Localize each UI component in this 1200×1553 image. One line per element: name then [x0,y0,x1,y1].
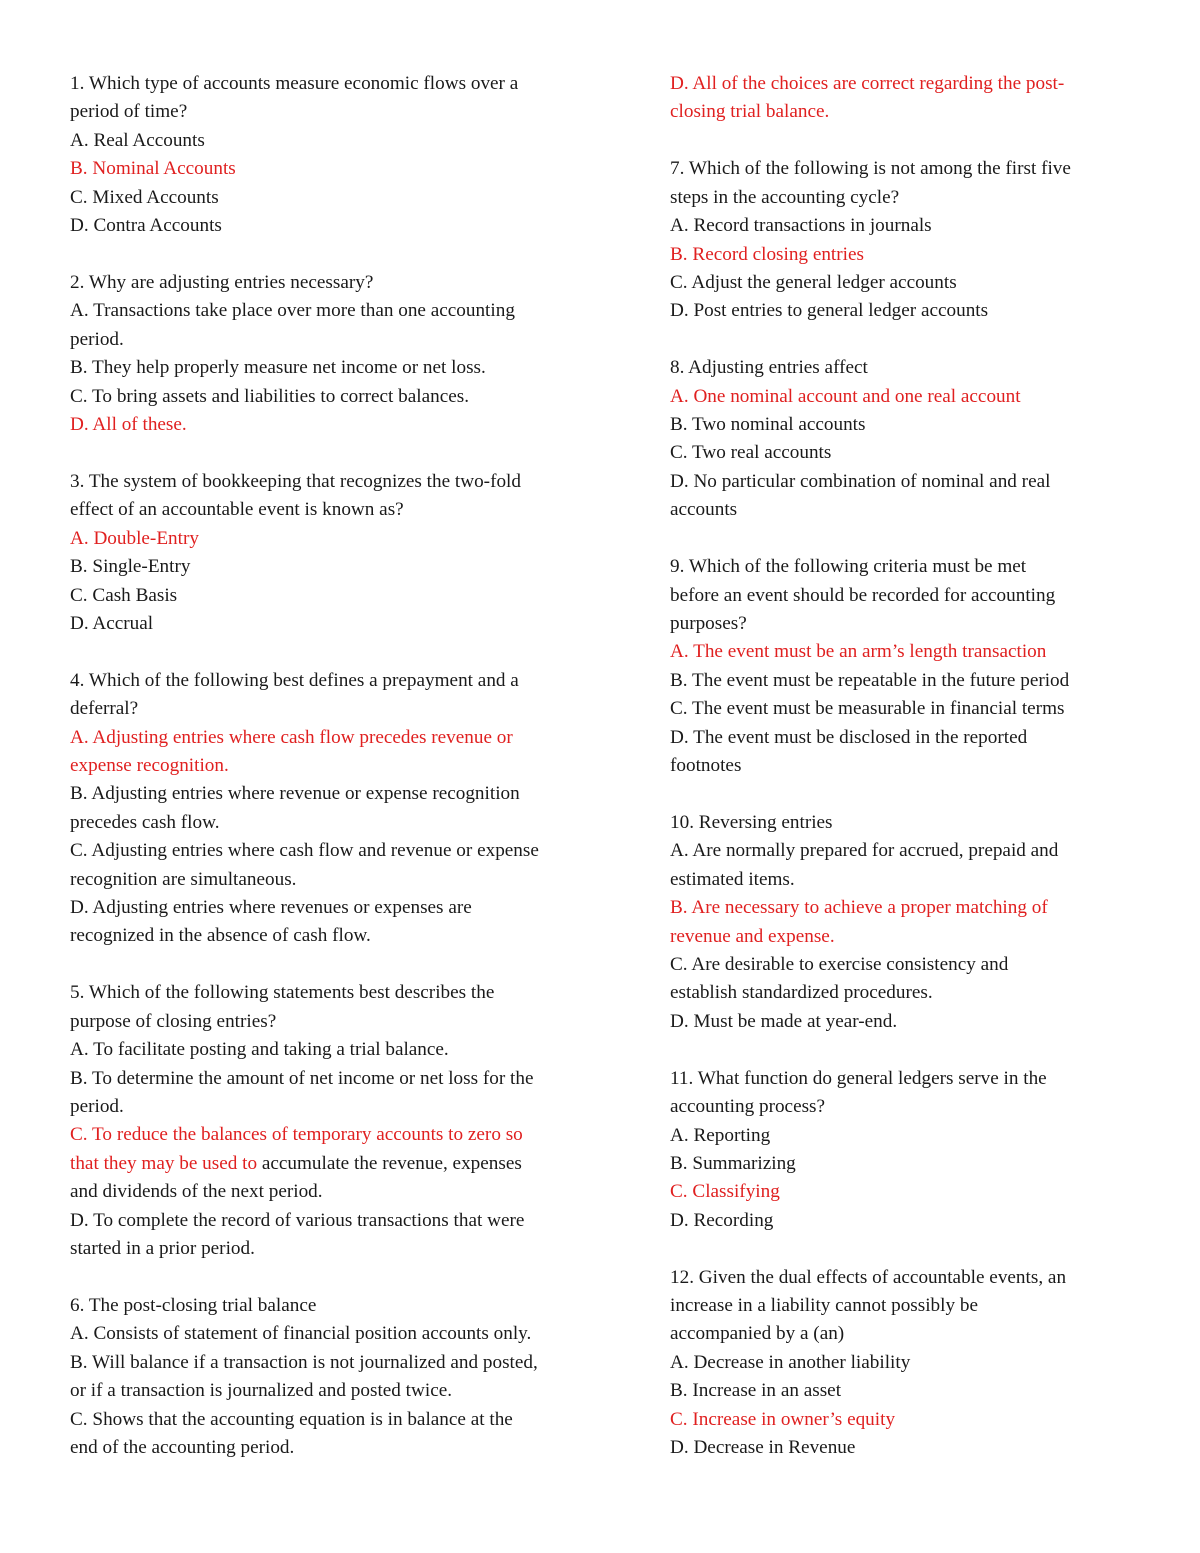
text-line [70,1235,610,1263]
question-text: D. The event must be disclosed in the reported [670,726,1028,748]
text-line [670,212,1140,240]
question-text: C. Are desirable to exercise consistency and [670,953,1009,975]
text-line [70,866,610,894]
correct-answer-text: A. The event must be an arm’s length transaction [670,641,1047,663]
text-line [70,1207,610,1235]
question-block [70,667,610,951]
correct-answer-text: closing trial balance. [670,101,830,123]
text-line [670,1065,1140,1093]
question-text: end of the accounting period. [70,1436,295,1458]
text-line [70,1434,610,1462]
text-line [70,411,610,439]
question-text: D. No particular combination of nominal and real [670,470,1051,492]
text-line [70,326,610,354]
question-text: B. Summarizing [670,1152,796,1174]
question-text: 7. Which of the following is not among the first five [670,158,1071,180]
question-block [670,1264,1140,1463]
text-line [670,155,1140,183]
correct-answer-text: expense recognition. [70,755,229,777]
question-text: D. Adjusting entries where revenues or expenses are [70,897,472,919]
question-text: 11. What function do general ledgers serve in the [670,1067,1047,1089]
correct-answer-text: D. All of the choices are correct regarding the post- [670,73,1065,94]
text-line [70,1093,610,1121]
question-text: before an event should be recorded for accounting [670,584,1056,606]
text-line [70,127,610,155]
correct-answer-text: D. All of these. [70,413,187,435]
question-text: A. Transactions take place over more than one accounting [70,300,515,322]
text-line [670,923,1140,951]
text-line [670,1320,1140,1348]
text-line [670,809,1140,837]
question-text: period of time? [70,101,188,123]
question-text: footnotes [670,755,742,777]
question-block [70,1292,610,1462]
text-line [70,1065,610,1093]
text-line [670,269,1140,297]
question-text: steps in the accounting cycle? [670,186,900,208]
question-text: B. Two nominal accounts [670,414,866,436]
text-line [70,610,610,638]
question-text: C. Adjusting entries where cash flow and revenue or expense [70,840,539,862]
correct-answer-text: C. Increase in owner’s equity [670,1408,896,1430]
text-line [70,1292,610,1320]
text-line [670,1178,1140,1206]
text-line [70,297,610,325]
question-text: precedes cash flow. [70,811,220,833]
question-text: C. The event must be measurable in financial terms [670,698,1065,720]
text-line [670,979,1140,1007]
question-text: A. Reporting [670,1124,771,1146]
question-text: accounts [670,499,738,521]
question-block [70,468,610,638]
text-line [70,724,610,752]
question-text: recognition are simultaneous. [70,868,297,890]
text-line [70,496,610,524]
question-text: C. Two real accounts [670,442,832,464]
question-text: started in a prior period. [70,1238,255,1260]
question-text: deferral? [70,698,139,720]
text-line [670,411,1140,439]
text-line [670,383,1140,411]
question-text: 4. Which of the following best defines a prepayment and a [70,669,519,691]
text-line [70,979,610,1007]
question-text: D. Recording [670,1209,774,1231]
question-block [70,269,610,439]
question-text: B. The event must be repeatable in the future period [670,669,1070,691]
text-line [70,582,610,610]
text-line [670,1406,1140,1434]
question-block [70,70,610,240]
text-line [70,70,610,98]
question-text: effect of an accountable event is known as? [70,499,404,521]
text-line [670,1008,1140,1036]
question-text: D. To complete the record of various transactions that were [70,1209,525,1231]
question-text: 9. Which of the following criteria must be met [670,556,1027,578]
question-block [70,979,610,1263]
text-line [670,752,1140,780]
correct-answer-text: A. Adjusting entries where cash flow precedes revenue or [70,726,513,748]
text-line [70,1178,610,1206]
question-text: 8. Adjusting entries affect [670,357,868,379]
question-text: purposes? [670,613,747,634]
text-line [70,269,610,297]
correct-answer-text: that they may be used to [70,1152,258,1174]
question-text: 10. Reversing entries [670,811,833,833]
question-text: B. Single-Entry [70,556,191,578]
question-block [670,354,1140,524]
question-text: A. Record transactions in journals [670,215,932,237]
text-line [70,468,610,496]
question-text: purpose of closing entries? [70,1010,277,1032]
text-line [670,866,1140,894]
question-text: D. Accrual [70,612,154,634]
text-line [670,1122,1140,1150]
text-line [670,468,1140,496]
text-line [670,1150,1140,1178]
question-text: A. Decrease in another liability [670,1351,911,1373]
question-text: C. Adjust the general ledger accounts [670,271,957,293]
text-line [670,1349,1140,1377]
correct-answer-text: revenue and expense. [670,925,835,947]
question-text: B. Will balance if a transaction is not journalized and posted, [70,1351,538,1373]
question-block [670,809,1140,1036]
text-line [70,894,610,922]
text-line [70,98,610,126]
question-text: 6. The post-closing trial balance [70,1294,317,1316]
question-text: 2. Why are adjusting entries necessary? [70,271,374,293]
text-line [670,837,1140,865]
question-text: C. To bring assets and liabilities to correct balances. [70,385,470,407]
correct-answer-text: B. Are necessary to achieve a proper matching of [670,897,1048,919]
question-text: A. Are normally prepared for accrued, prepaid and [670,840,1059,862]
text-line [670,297,1140,325]
text-line [70,1008,610,1036]
text-line [70,922,610,950]
text-line [70,837,610,865]
text-line [670,695,1140,723]
text-line [670,1434,1140,1462]
question-text: estimated items. [670,868,795,890]
question-text: C. Shows that the accounting equation is in balance at the [70,1408,513,1430]
text-line [670,496,1140,524]
text-line [70,1036,610,1064]
question-text: B. Adjusting entries where revenue or expense recognition [70,783,520,805]
text-line [70,1121,610,1149]
text-line [70,1320,610,1348]
question-text: 1. Which type of accounts measure economic flows over a [70,73,519,94]
text-line [670,553,1140,581]
text-line [70,1406,610,1434]
text-line [70,780,610,808]
text-line [70,752,610,780]
question-text: D. Post entries to general ledger accounts [670,300,989,322]
text-line [670,667,1140,695]
question-text: D. Contra Accounts [70,215,222,237]
question-text: D. Must be made at year-end. [670,1010,898,1032]
question-text: B. They help properly measure net income or net loss. [70,357,486,379]
text-line [670,1377,1140,1405]
text-line [70,212,610,240]
question-text: increase in a liability cannot possibly be [670,1295,978,1317]
question-block [670,1065,1140,1235]
right-column [670,70,1140,1491]
question-text: 3. The system of bookkeeping that recognizes the two-fold [70,470,521,492]
text-line [670,184,1140,212]
question-text: and dividends of the next period. [70,1181,323,1203]
question-text: A. To facilitate posting and taking a trial balance. [70,1039,449,1061]
text-line [670,610,1140,638]
question-text: A. Consists of statement of financial position accounts only. [70,1323,532,1345]
question-text: recognized in the absence of cash flow. [70,925,371,947]
question-text: establish standardized procedures. [670,982,933,1004]
question-text: accounting process? [670,1096,826,1118]
text-line [670,1264,1140,1292]
question-text: B. To determine the amount of net income or net loss for the [70,1067,534,1089]
text-line [70,383,610,411]
text-line [70,354,610,382]
correct-answer-text: C. Classifying [670,1181,780,1203]
text-line [670,582,1140,610]
correct-answer-text: B. Record closing entries [670,243,864,265]
text-line [670,241,1140,269]
question-text: or if a transaction is journalized and posted twice. [70,1380,453,1402]
text-line [70,1377,610,1405]
text-line [70,1349,610,1377]
correct-answer-text: A. One nominal account and one real account [670,385,1021,407]
text-line [670,724,1140,752]
text-line [670,98,1140,126]
correct-answer-text: A. Double-Entry [70,527,199,549]
question-text: D. Decrease in Revenue [670,1437,856,1459]
text-line [70,667,610,695]
text-line [670,1292,1140,1320]
text-line [70,184,610,212]
question-block [670,553,1140,780]
text-line [670,1093,1140,1121]
text-line [70,1150,610,1178]
text-line [70,525,610,553]
question-text: B. Increase in an asset [670,1380,842,1402]
text-line [70,155,610,183]
question-text: 12. Given the dual effects of accountable events, an [670,1266,1067,1288]
correct-answer-text: B. Nominal Accounts [70,158,236,180]
text-line [670,1207,1140,1235]
text-line [670,439,1140,467]
left-column [70,70,610,1491]
text-line [670,894,1140,922]
question-text: accompanied by a (an) [670,1323,845,1345]
text-line [670,354,1140,382]
question-text: C. Cash Basis [70,584,178,606]
question-text: accumulate the revenue, expenses [257,1152,522,1174]
question-text: 5. Which of the following statements best describes the [70,982,495,1004]
text-line [670,638,1140,666]
text-line [670,951,1140,979]
question-text: period. [70,1096,124,1117]
text-line [70,553,610,581]
text-line [70,809,610,837]
question-text: period. [70,328,124,350]
text-line [70,695,610,723]
correct-answer-text: C. To reduce the balances of temporary accounts to zero so [70,1124,523,1146]
question-block [670,155,1140,325]
question-text: C. Mixed Accounts [70,186,219,208]
question-text: A. Real Accounts [70,129,205,151]
text-line [670,70,1140,98]
question-block [670,70,1140,127]
